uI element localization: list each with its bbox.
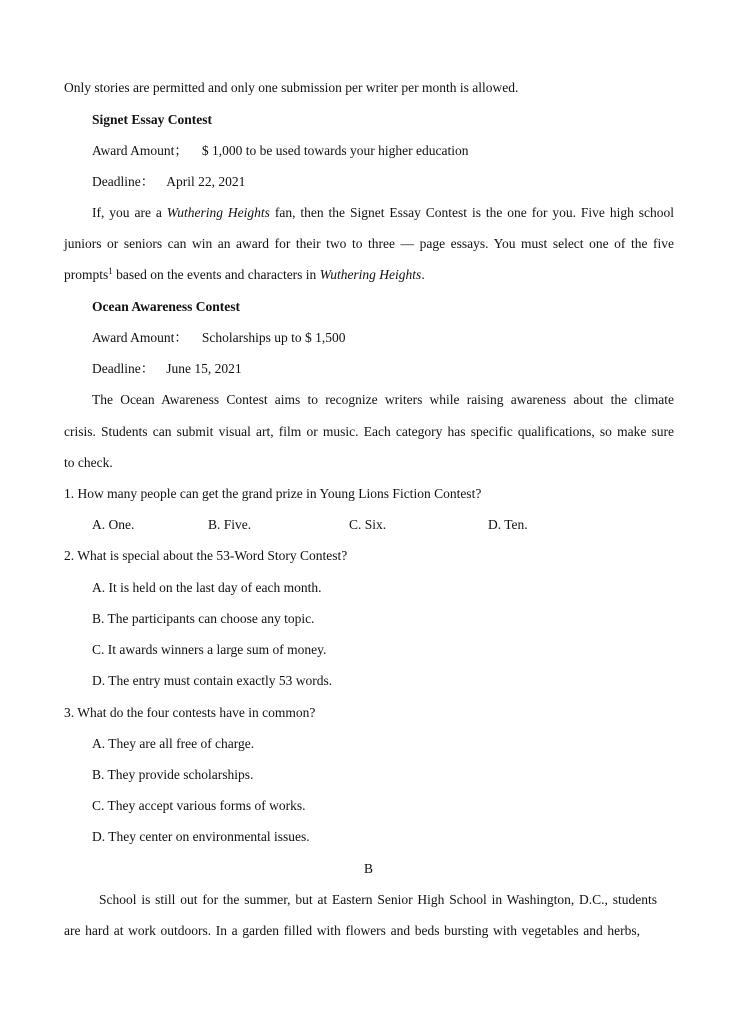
question-1-option-b[interactable]: B. Five. [208,517,252,532]
italic-title: Wuthering Heights [166,205,270,220]
ocean-award [92,329,346,347]
question-2-option-d[interactable]: D. The entry must contain exactly 53 words. [92,673,333,688]
signet-paragraph-line-3 [64,266,425,284]
signet-deadline [92,173,245,191]
text-run: based on the events and characters in [112,267,320,282]
text-run: . [421,267,425,282]
signet-title: Signet Essay Contest [92,112,213,127]
footnote-marker: 1 [108,266,113,276]
question-3-option-a[interactable]: A. They are all free of charge. [92,736,255,751]
signet-paragraph-line-2: juniors or seniors can win an award for their two to three — page essays. You must select one of the five [64,236,674,251]
ocean-paragraph-line-3: to check. [64,455,113,470]
question-3-stem: 3. What do the four contests have in common? [64,705,316,720]
signet-award [92,142,468,160]
section-b-heading: B [363,861,373,876]
signet-paragraph-line-1 [92,204,674,222]
ocean-award-value: Scholarships up to $ 1,500 [201,330,346,345]
question-1-option-d[interactable]: D. Ten. [488,517,528,532]
section-b-paragraph-line-2: are hard at work outdoors. In a garden filled with flowers and beds bursting with vegetables and herbs, [64,923,640,938]
ocean-deadline-label: Deadline： [92,361,155,376]
ocean-deadline-value: June 15, 2021 [166,361,242,376]
question-2-option-c[interactable]: C. It awards winners a large sum of money. [92,642,327,657]
signet-deadline-label: Deadline： [92,174,155,189]
intro-text: Only stories are permitted and only one submission per writer per month is allowed. [64,80,519,95]
question-2-option-a[interactable]: A. It is held on the last day of each month. [92,580,322,595]
ocean-paragraph-line-2: crisis. Students can submit visual art, film or music. Each category has specific qualifications, so make sure [64,424,674,439]
italic-title: Wuthering Heights [319,267,422,282]
question-2-option-b[interactable]: B. The participants can choose any topic. [92,611,315,626]
ocean-deadline [92,360,242,378]
signet-deadline-value: April 22, 2021 [166,174,246,189]
text-run: prompts [64,267,109,282]
question-1-stem: 1. How many people can get the grand prize in Young Lions Fiction Contest? [64,486,482,501]
signet-award-label: Award Amount； [92,143,188,158]
section-b-paragraph-line-1: School is still out for the summer, but at Eastern Senior High School in Washington, D.C., students [99,892,657,907]
ocean-paragraph-line-1: The Ocean Awareness Contest aims to recognize writers while raising awareness about the climate [92,392,674,407]
question-3-option-b[interactable]: B. They provide scholarships. [92,767,254,782]
question-1-option-c[interactable]: C. Six. [349,517,387,532]
signet-award-value: $ 1,000 to be used towards your higher education [201,143,469,158]
text-run: fan, then the Signet Essay Contest is the one for you. Five high school [269,205,674,220]
question-1-option-a[interactable]: A. One. [92,517,135,532]
text-run: If, you are a [92,205,167,220]
ocean-award-label: Award Amount： [92,330,188,345]
question-2-stem: 2. What is special about the 53-Word Story Contest? [64,548,348,563]
question-3-option-d[interactable]: D. They center on environmental issues. [92,829,310,844]
ocean-title: Ocean Awareness Contest [92,299,240,314]
question-3-option-c[interactable]: C. They accept various forms of works. [92,798,306,813]
